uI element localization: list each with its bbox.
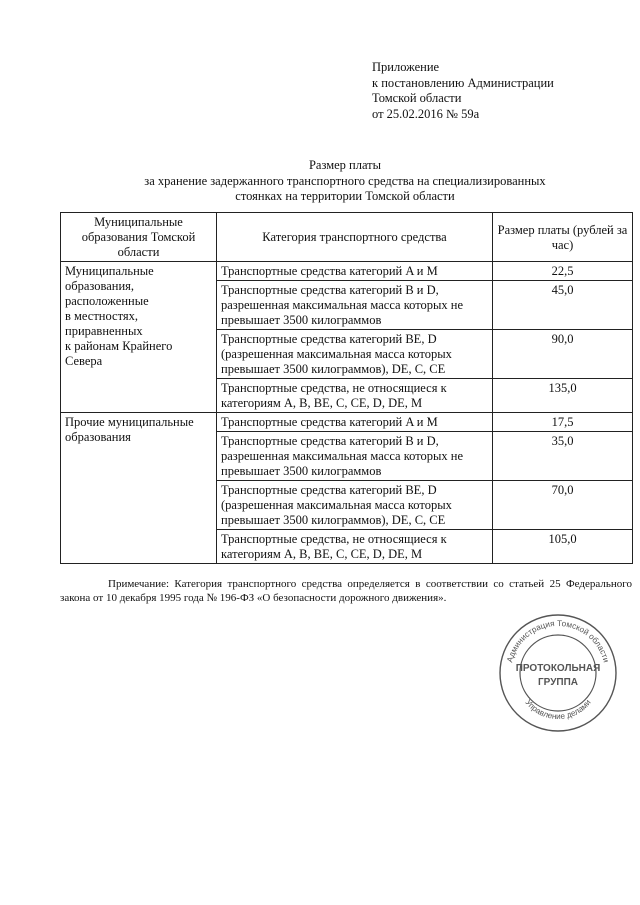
appendix-label: Приложение xyxy=(372,60,440,74)
fee-cell: 105,0 xyxy=(493,530,633,564)
document-title xyxy=(60,158,630,205)
header-municipal: Муниципальные образования Томской области xyxy=(61,213,217,262)
fee-cell: 135,0 xyxy=(493,379,633,413)
category-cell: Транспортные средства категорий B и D, разрешенная максимальная масса которых не превышает 3500 килограммов xyxy=(217,432,493,481)
appendix-resolution: к постановлению Администрации xyxy=(372,75,554,90)
table-header-row xyxy=(61,213,633,262)
appendix-date-number: от 25.02.2016 № 59а xyxy=(372,106,480,121)
title-line-3: стоянках на территории Томской области xyxy=(235,189,455,203)
category-cell: Транспортные средства категорий BE, D (разрешенная максимальная масса которых превышает 3500 килограммов), DE, C, CE xyxy=(217,330,493,379)
fee-cell: 70,0 xyxy=(493,481,633,530)
category-cell: Транспортные средства, не относящиеся к категориям A, B, BE, C, CE, D, DE, M xyxy=(217,530,493,564)
table-row xyxy=(61,262,633,281)
header-category: Категория транспортного средства xyxy=(217,213,493,262)
fee-cell: 35,0 xyxy=(493,432,633,481)
stamp-center-line-1: ПРОТОКОЛЬНАЯ xyxy=(515,663,601,674)
table-row xyxy=(61,413,633,432)
region-cell-north xyxy=(61,262,217,413)
region-line: образования, xyxy=(65,279,135,293)
title-line-2: за хранение задержанного транспортного средства на специализированных xyxy=(144,173,546,188)
header-fee: Размер платы (рублей за час) xyxy=(493,213,633,262)
fee-table xyxy=(60,212,633,564)
category-cell: Транспортные средства категорий B и D, разрешенная максимальная масса которых не превышает 3500 килограммов xyxy=(217,281,493,330)
appendix-block xyxy=(372,60,632,122)
fee-cell: 90,0 xyxy=(493,330,633,379)
region-cell-other xyxy=(61,413,217,564)
region-line: в местностях, xyxy=(65,309,139,323)
fee-cell: 45,0 xyxy=(493,281,633,330)
stamp-center-line-2: ГРУППА xyxy=(537,677,579,688)
category-cell: Транспортные средства, не относящиеся к категориям A, B, BE, C, CE, D, DE, M xyxy=(217,379,493,413)
region-line: образования xyxy=(65,430,131,444)
region-line: приравненных xyxy=(65,324,143,338)
region-line: Муниципальные xyxy=(65,264,154,278)
fee-cell: 17,5 xyxy=(493,413,633,432)
footnote: Примечание: Категория транспортного средства определяется в соответствии со статьей 25 Федерального закона от 10 декабря 1995 года № 196-ФЗ «О безопасности дорожного движения». xyxy=(60,578,632,604)
stamp-ring-text: Администрация Томской области xyxy=(505,618,611,664)
region-line: к районам Крайнего xyxy=(65,339,173,353)
appendix-region: Томской области xyxy=(372,91,462,105)
region-line: Севера xyxy=(65,354,103,368)
region-line: Прочие муниципальные xyxy=(65,415,194,429)
category-cell: Транспортные средства категорий BE, D (разрешенная максимальная масса которых превышает 3500 килограммов), DE, C, CE xyxy=(217,481,493,530)
category-cell: Транспортные средства категорий A и M xyxy=(217,413,493,432)
title-line-1: Размер платы xyxy=(308,158,382,172)
region-line: расположенные xyxy=(65,294,149,308)
fee-cell: 22,5 xyxy=(493,262,633,281)
stamp-ring-text-bottom: Управление делами xyxy=(523,697,593,722)
category-cell: Транспортные средства категорий A и M xyxy=(217,262,493,281)
official-stamp xyxy=(497,612,619,734)
